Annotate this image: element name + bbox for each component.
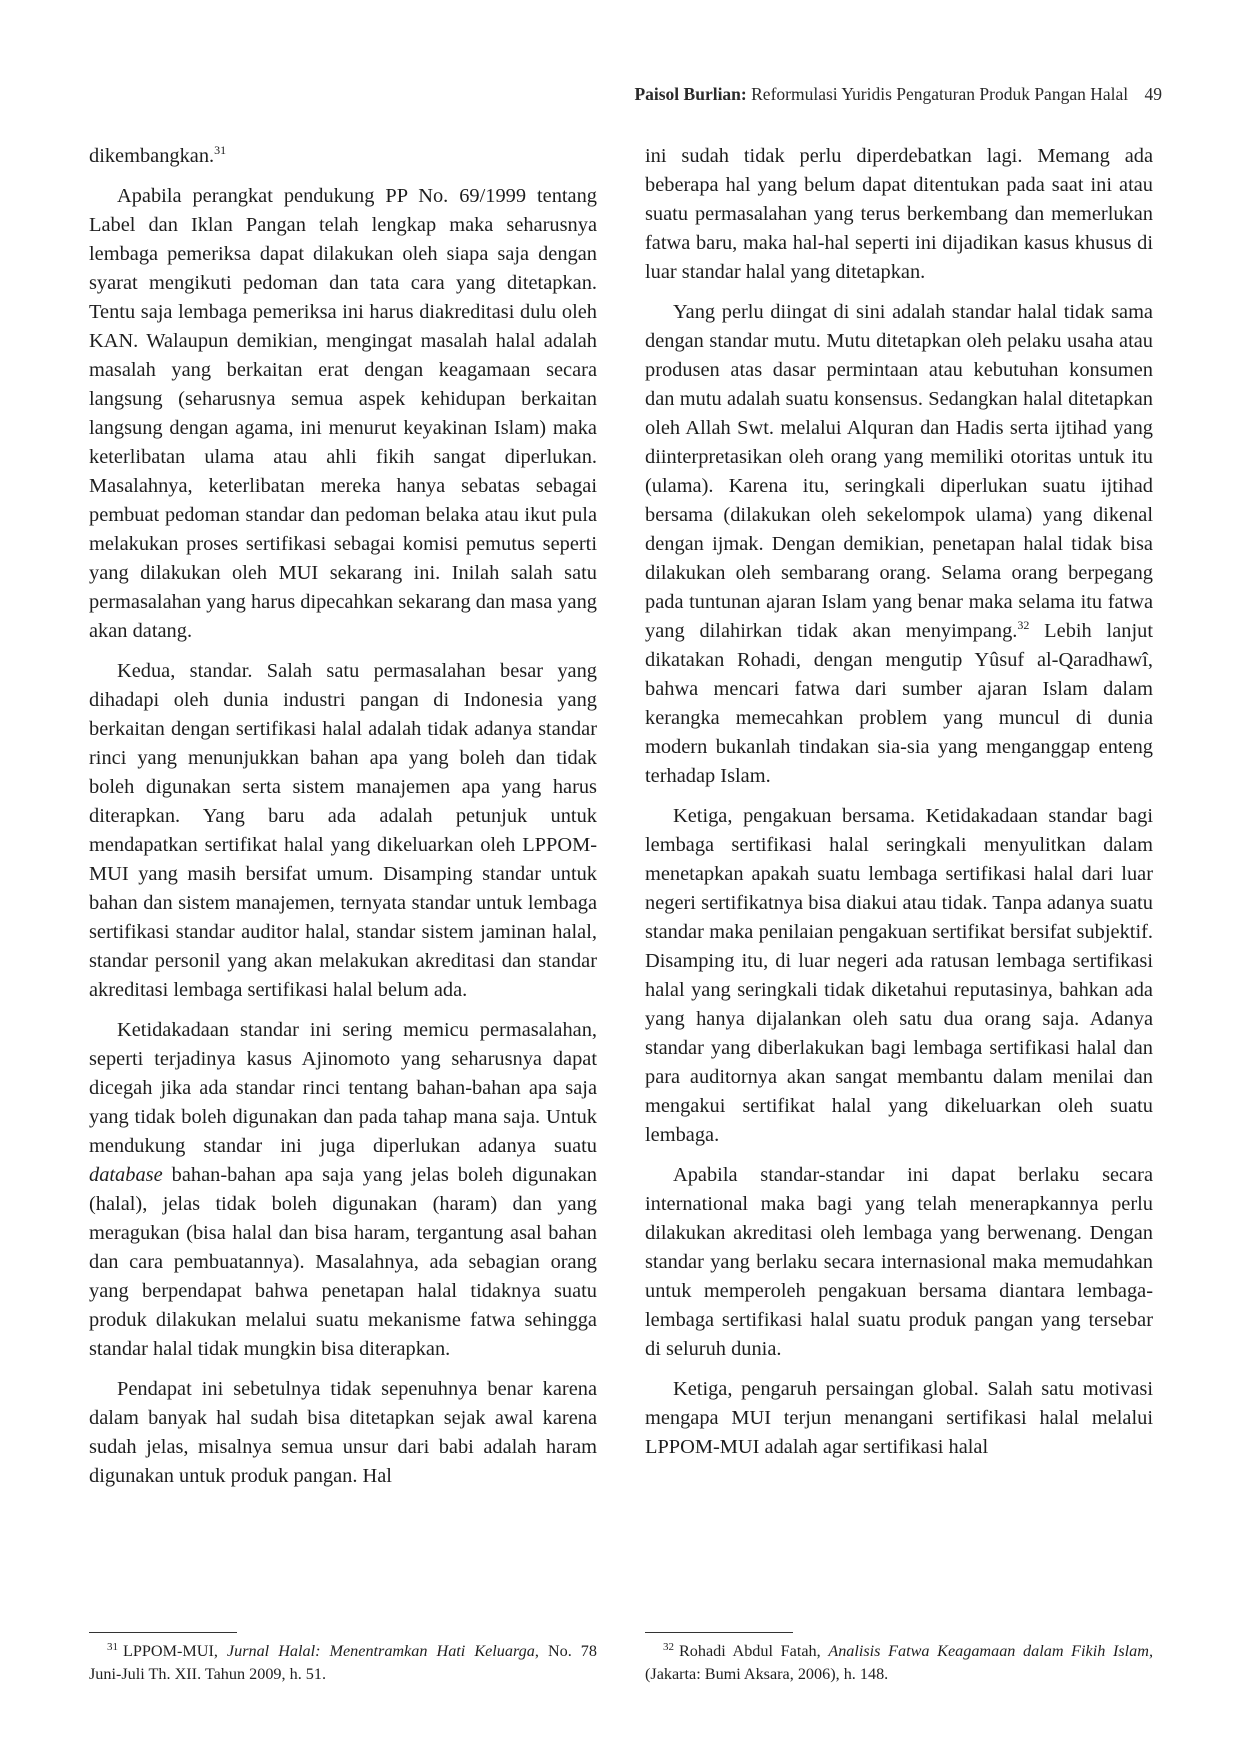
footnote-divider [645,1632,793,1633]
paragraph: Ketiga, pengaruh persaingan global. Salah satu motivasi mengapa MUI terjun menangani sertifikasi halal melalui LPPOM-MUI adalah agar sertifikasi halal [645,1378,1153,1458]
footnote-title: Analisis Fatwa Keagamaan dalam Fikih Islam, [828,1642,1153,1660]
footnote-ref: 31 [214,143,227,158]
paragraph: ini sudah tidak perlu diperdebatkan lagi. Memang ada beberapa hal yang belum dapat ditentukan pada saat ini atau suatu permasalahan yang terus berkembang dan memerlukan fatwa baru, maka hal-hal seperti ini dijadikan kasus khusus di luar standar halal yang ditetapkan. [645,145,1153,283]
paragraph: Ketiga, pengakuan bersama. Ketidakadaan standar bagi lembaga sertifikasi halal seringkali menyulitkan dalam menetapkan apakah suatu lembaga sertifikasi halal dari luar negeri sertifikatnya bisa diakui atau tidak. Tanpa adanya suatu standar maka penilaian pengakuan sertifikat bersifat subjektif. Disamping itu, di luar negeri ada ratusan lembaga sertifikasi halal yang seringkali tidak diketahui reputasinya, bahkan ada yang hanya dijalankan oleh satu dua orang saja. Adanya standar yang diberlakukan bagi lembaga sertifikasi halal dan para auditornya akan sangat membantu dalam menilai dan mengakui sertifikat halal yang dikeluarkan oleh suatu lembaga. [645,805,1153,1146]
paragraph: Ketidakadaan standar ini sering memicu permasalahan, seperti terjadinya kasus Ajinomoto yang seharusnya dapat dicegah jika ada standar rinci tentang bahan-bahan apa saja yang tidak boleh digunakan dan pada tahap mana saja. Untuk mendukung standar ini juga diperlukan adanya suatu database bahan-bahan apa saja yang jelas boleh digunakan (halal), jelas tidak boleh digunakan (haram) dan yang meragukan (bisa halal dan bisa haram, tergantung asal bahan dan cara pembuatannya). Masalahnya, ada sebagian orang yang berpendapat bahwa penetapan halal tidaknya suatu produk dilakukan melalui suatu mekanisme fatwa sehingga standar halal tidak mungkin bisa diterapkan. [89,1019,597,1360]
footnote-ref: 32 [1017,618,1030,633]
footnote-31: $^{31}$ LPPOM-MUI, Jurnal Halal: Menentramkan Hati Keluarga, No. 78 Juni-Juli Th. XII. Tahun 2009, h. 51. [89,1640,597,1683]
paragraph: dikembangkan.$^{31}$ [89,143,227,167]
footnote-title: Jurnal Halal: Menentramkan Hati Keluarga [226,1642,535,1660]
paragraph: Apabila standar-standar ini dapat berlaku secara international maka bagi yang telah menerapkannya perlu dilakukan akreditasi oleh lembaga yang berwenang. Dengan standar yang berlaku secara internasional maka memudahkan untuk memperoleh pengakuan bersama diantara lembaga-lembaga sertifikasi halal suatu produk pangan yang tersebar di seluruh dunia. [645,1164,1153,1360]
paragraph: Pendapat ini sebetulnya tidak sepenuhnya benar karena dalam banyak hal sudah bisa ditetapkan sejak awal karena sudah jelas, misalnya semua unsur dari babi adalah haram digunakan untuk produk pangan. Hal [89,1378,597,1487]
left-column [89,142,597,1502]
footnote-32: $^{32}$ Rohadi Abdul Fatah, Analisis Fatwa Keagamaan dalam Fikih Islam, (Jakarta: Bumi Aksara, 2006), h. 148. [645,1640,1153,1683]
header-title: Reformulasi Yuridis Pengaturan Produk Pangan Halal [751,84,1129,104]
running-header [634,84,1162,105]
footnote-divider [89,1632,237,1633]
paragraph: Apabila perangkat pendukung PP No. 69/1999 tentang Label dan Iklan Pangan telah lengkap maka seharusnya lembaga pemeriksa dapat dilakukan oleh siapa saja dengan syarat mengikuti pedoman dan tata cara yang ditetapkan. Tentu saja lembaga pemeriksa ini harus diakreditasi dulu oleh KAN. Walaupun demikian, mengingat masalah halal adalah masalah yang berkaitan erat dengan keagamaan secara langsung (seharusnya semua aspek kehidupan berkaitan langsung dengan agama, ini menurut keyakinan Islam) maka keterlibatan ulama atau ahli fikih sangat diperlukan. Masalahnya, keterlibatan mereka hanya sebatas sebagai pembuat pedoman standar dan pedoman belaka atau ikut pula melakukan proses sertifikasi sebagai komisi pemutus seperti yang dilakukan oleh MUI sekarang ini. Inilah salah satu permasalahan yang harus dipecahkan sekarang dan masa yang akan datang. [89,185,597,642]
footnote-number: 32 [663,1640,674,1653]
italic-term: database [89,1164,163,1186]
paragraph: Kedua, standar. Salah satu permasalahan besar yang dihadapi oleh dunia industri pangan di Indonesia yang berkaitan dengan sertifikasi halal adalah tidak adanya standar rinci yang menunjukkan bahan apa yang boleh dan tidak boleh digunakan serta sistem manajemen apa yang harus diterapkan. Yang baru ada adalah petunjuk untuk mendapatkan sertifikat halal yang dikeluarkan oleh LPPOM-MUI yang masih bersifat umum. Disamping standar untuk bahan dan sistem manajemen, ternyata standar untuk lembaga sertifikasi standar auditor halal, standar sistem jaminan halal, standar personil yang akan melakukan akreditasi dan standar akreditasi lembaga sertifikasi halal belum ada. [89,660,597,1001]
right-column [645,142,1153,1473]
footnote-number: 31 [107,1640,118,1653]
paragraph: Yang perlu diingat di sini adalah standar halal tidak sama dengan standar mutu. Mutu ditetapkan oleh pelaku usaha atau produsen atas dasar permintaan atau kebutuhan konsumen dan mutu adalah suatu konsensus. Sedangkan halal ditetapkan oleh Allah Swt. melalui Alquran dan Hadis serta ijtihad yang diinterpretasikan oleh orang yang memiliki otoritas untuk itu (ulama). Karena itu, seringkali diperlukan suatu ijtihad bersama (dilakukan oleh sekelompok ulama) yang dikenal dengan ijmak. Dengan demikian, penetapan halal tidak bisa dilakukan oleh sembarang orang. Selama orang berpegang pada tuntunan ajaran Islam yang benar maka selama itu fatwa yang dilahirkan tidak akan menyimpang.$^{32}$ Lebih lanjut dikatakan Rohadi, dengan mengutip Yûsuf al-Qaradhawî, bahwa mencari fatwa dari sumber ajaran Islam dalam kerangka memecahkan problem yang muncul di dunia modern bukanlah tindakan sia-sia yang menganggap enteng terhadap Islam. [645,301,1153,787]
header-author: Paisol Burlian: [634,84,747,104]
page-number: 49 [1144,84,1162,104]
